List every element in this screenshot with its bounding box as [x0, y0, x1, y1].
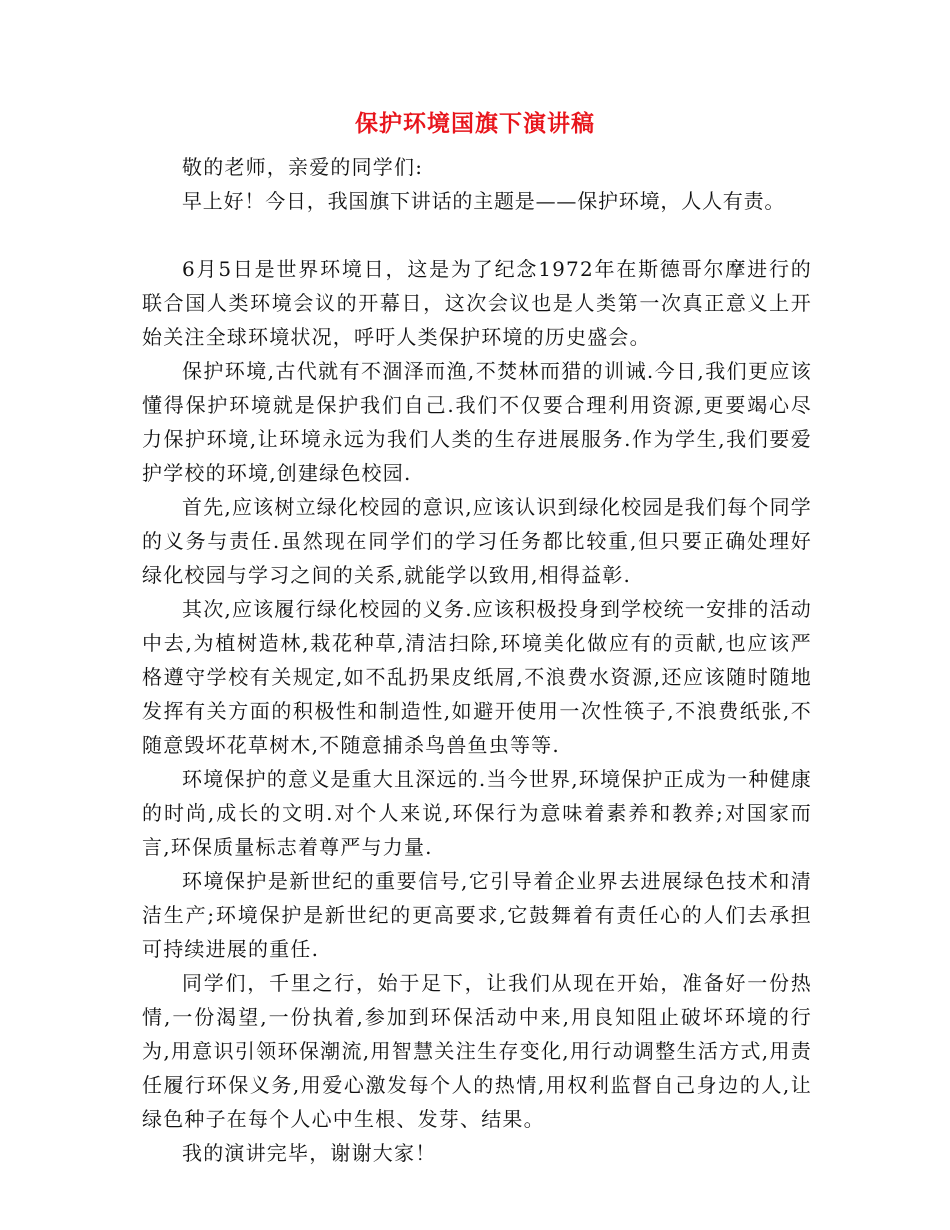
first-point-paragraph: 首先,应该树立绿化校园的意识,应该认识到绿化校园是我们每个同学的义务与责任.虽然现在同学们的学习任务都比较重,但只要正确处理好绿化校园与学习之间的关系,就能学以致用,相得益彰. — [142, 495, 812, 587]
new-century-paragraph: 环境保护是新世纪的重要信号,它引导着企业界去进展绿色技术和清洁生产;环境保护是新世纪的更高要求,它鼓舞着有责任心的人们去承担可持续进展的重任. — [142, 869, 812, 961]
opening-paragraph: 早上好！今日，我国旗下讲话的主题是——保护环境，人人有责。 — [182, 189, 786, 213]
environment-day-paragraph: 6月5日是世界环境日，这是为了纪念1972年在斯德哥尔摩进行的联合国人类环境会议的开幕日，这次会议也是人类第一次真正意义上开始关注全球环境状况，呼吁人类保护环境的历史盛会。 — [142, 257, 812, 349]
closing-paragraph: 我的演讲完毕，谢谢大家！ — [182, 1141, 437, 1165]
second-point-paragraph: 其次,应该履行绿化校园的义务.应该积极投身到学校统一安排的活动中去,为植树造林,栽花种草,清洁扫除,环境美化做应有的贡献,也应该严格遵守学校有关规定,如不乱扔果皮纸屑,不浪费水资源,还应该随时随地发挥有关方面的积极性和制造性,如避开使用一次性筷子,不浪费纸张,不随意毁坏花草树木,不随意捕杀鸟兽鱼虫等等. — [142, 597, 812, 757]
page-title: 保护环境国旗下演讲稿 — [355, 111, 595, 137]
significance-paragraph: 环境保护的意义是重大且深远的.当今世界,环境保护正成为一种健康的时尚,成长的文明.对个人来说,环保行为意味着素养和教养;对国家而言,环保质量标志着尊严与力量. — [142, 767, 812, 859]
speech-body — [142, 150, 812, 1170]
call-to-action-paragraph: 同学们，千里之行，始于足下，让我们从现在开始，准备好一份热情,一份渴望,一份执着,参加到环保活动中来,用良知阻止破坏环境的行为,用意识引领环保潮流,用智慧关注生存变化,用行动调整生活方式,用责任履行环保义务,用爱心激发每个人的热情,用权利监督自己身边的人,让绿色种子在每个人心中生根、发芽、结果。 — [142, 971, 812, 1131]
ancient-wisdom-paragraph: 保护环境,古代就有不涸泽而渔,不焚林而猎的训诫.今日,我们更应该懂得保护环境就是保护我们自己.我们不仅要合理利用资源,更要竭心尽力保护环境,让环境永远为我们人类的生存进展服务.作为学生,我们要爱护学校的环境,创建绿色校园. — [142, 359, 812, 485]
greeting-paragraph: 敬的老师，亲爱的同学们: — [182, 155, 424, 179]
